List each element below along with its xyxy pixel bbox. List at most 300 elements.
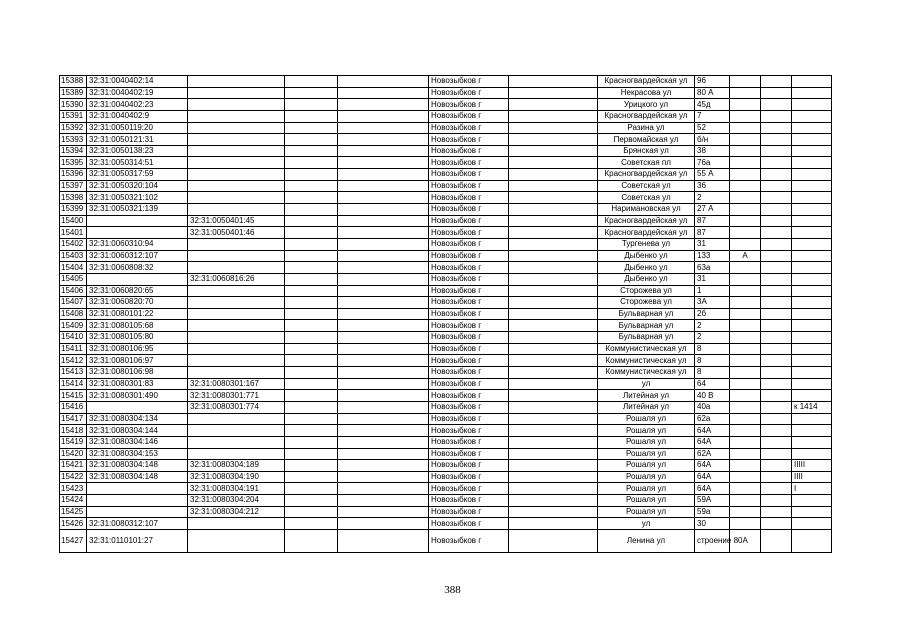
table-row — [60, 169, 832, 181]
cell-street: Дыбенко ул — [598, 273, 695, 285]
cell-blank-col-d — [761, 471, 792, 483]
cell-note: IIIII — [792, 460, 832, 472]
cell-blank-col-b — [338, 99, 429, 111]
cell-blank-col-b — [338, 262, 429, 274]
cell-street: Рошаля ул — [598, 436, 695, 448]
cell-blank-col-d — [761, 413, 792, 425]
cell-note — [792, 110, 832, 122]
cell-row-number: 15416 — [60, 401, 87, 413]
table-row — [60, 192, 832, 204]
cell-city: Новозыбков г — [429, 215, 509, 227]
cell-letter — [730, 483, 761, 495]
cell-row-number: 15400 — [60, 215, 87, 227]
cell-cadastral-number: 32:31:0080304:144 — [87, 425, 188, 437]
table-row — [60, 436, 832, 448]
table-row — [60, 460, 832, 472]
cell-blank-col-d — [761, 460, 792, 472]
cell-row-number: 15392 — [60, 122, 87, 134]
cell-row-number: 15424 — [60, 495, 87, 507]
cell-letter — [730, 518, 761, 530]
cell-blank-col-a — [285, 76, 338, 88]
cell-house-number: 8 — [695, 355, 730, 367]
cell-note — [792, 262, 832, 274]
cell-street: Рошаля ул — [598, 471, 695, 483]
cell-house-number: 31 — [695, 238, 730, 250]
cell-row-number: 15419 — [60, 436, 87, 448]
cell-street: Рошаля ул — [598, 425, 695, 437]
table-row — [60, 390, 832, 402]
cell-street: Рошаля ул — [598, 506, 695, 518]
cell-linked-cadastral-number — [188, 332, 285, 344]
cell-letter — [730, 308, 761, 320]
cell-city: Новозыбков г — [429, 518, 509, 530]
table-row — [60, 495, 832, 507]
cell-blank-col-d — [761, 332, 792, 344]
cell-blank-col-d — [761, 308, 792, 320]
cell-linked-cadastral-number: 32:31:0080301:167 — [188, 378, 285, 390]
cell-blank-col-d — [761, 99, 792, 111]
cell-blank-col-d — [761, 495, 792, 507]
cell-blank-col-a — [285, 180, 338, 192]
registry-table — [59, 75, 832, 553]
cell-note — [792, 204, 832, 216]
table-row — [60, 518, 832, 530]
cell-row-number: 15413 — [60, 367, 87, 379]
cell-house-number: 64 — [695, 378, 730, 390]
cell-city: Новозыбков г — [429, 343, 509, 355]
cell-cadastral-number: 32:31:0060310:94 — [87, 238, 188, 250]
cell-blank-col-c — [509, 448, 598, 460]
cell-row-number: 15412 — [60, 355, 87, 367]
cell-house-number: 62А — [695, 448, 730, 460]
cell-city: Новозыбков г — [429, 436, 509, 448]
cell-blank-col-c — [509, 204, 598, 216]
cell-linked-cadastral-number — [188, 122, 285, 134]
cell-blank-col-b — [338, 285, 429, 297]
cell-blank-col-c — [509, 87, 598, 99]
cell-linked-cadastral-number — [188, 110, 285, 122]
cell-blank-col-b — [338, 87, 429, 99]
cell-linked-cadastral-number — [188, 192, 285, 204]
cell-letter — [730, 145, 761, 157]
cell-blank-col-b — [338, 297, 429, 309]
cell-cadastral-number: 32:31:0080304:134 — [87, 413, 188, 425]
cell-blank-col-d — [761, 506, 792, 518]
cell-linked-cadastral-number — [188, 367, 285, 379]
cell-letter — [730, 390, 761, 402]
cell-linked-cadastral-number: 32:31:0050401:45 — [188, 215, 285, 227]
cell-cadastral-number: 32:31:0110101:27 — [87, 529, 188, 552]
cell-cadastral-number — [87, 506, 188, 518]
cell-note — [792, 87, 832, 99]
cell-blank-col-c — [509, 273, 598, 285]
cell-cadastral-number: 32:31:0040402:9 — [87, 110, 188, 122]
table-row — [60, 204, 832, 216]
cell-row-number: 15390 — [60, 99, 87, 111]
cell-blank-col-a — [285, 297, 338, 309]
cell-blank-col-b — [338, 157, 429, 169]
cell-blank-col-a — [285, 529, 338, 552]
cell-row-number: 15394 — [60, 145, 87, 157]
cell-blank-col-d — [761, 169, 792, 181]
table-row — [60, 483, 832, 495]
cell-note — [792, 506, 832, 518]
cell-note — [792, 436, 832, 448]
cell-row-number: 15420 — [60, 448, 87, 460]
cell-blank-col-c — [509, 483, 598, 495]
cell-row-number: 15401 — [60, 227, 87, 239]
table-row — [60, 145, 832, 157]
cell-letter — [730, 355, 761, 367]
cell-blank-col-c — [509, 285, 598, 297]
cell-cadastral-number: 32:31:0080105:68 — [87, 320, 188, 332]
cell-letter — [730, 180, 761, 192]
cell-linked-cadastral-number — [188, 250, 285, 262]
cell-street: Тургенева ул — [598, 238, 695, 250]
cell-street: Бульварная ул — [598, 308, 695, 320]
cell-row-number: 15407 — [60, 297, 87, 309]
cell-note — [792, 378, 832, 390]
cell-cadastral-number: 32:31:0040402:14 — [87, 76, 188, 88]
cell-row-number: 15396 — [60, 169, 87, 181]
cell-linked-cadastral-number — [188, 76, 285, 88]
cell-row-number: 15403 — [60, 250, 87, 262]
cell-row-number: 15399 — [60, 204, 87, 216]
cell-blank-col-a — [285, 262, 338, 274]
cell-city: Новозыбков г — [429, 285, 509, 297]
cell-blank-col-c — [509, 134, 598, 146]
cell-house-number: б/н — [695, 134, 730, 146]
cell-linked-cadastral-number: 32:31:0060816:26 — [188, 273, 285, 285]
cell-blank-col-d — [761, 76, 792, 88]
cell-street: Рошаля ул — [598, 448, 695, 460]
cell-blank-col-a — [285, 448, 338, 460]
cell-blank-col-d — [761, 273, 792, 285]
cell-note — [792, 134, 832, 146]
cell-street: Разина ул — [598, 122, 695, 134]
cell-street: Советская ул — [598, 192, 695, 204]
cell-cadastral-number: 32:31:0080106:98 — [87, 367, 188, 379]
cell-letter — [730, 495, 761, 507]
cell-linked-cadastral-number — [188, 262, 285, 274]
cell-blank-col-d — [761, 297, 792, 309]
cell-blank-col-d — [761, 436, 792, 448]
cell-blank-col-a — [285, 250, 338, 262]
cell-blank-col-d — [761, 529, 792, 552]
table-row — [60, 122, 832, 134]
cell-house-number: 59А — [695, 495, 730, 507]
cell-street: Рошаля ул — [598, 495, 695, 507]
cell-linked-cadastral-number — [188, 180, 285, 192]
cell-house-number: 40а — [695, 401, 730, 413]
cell-blank-col-b — [338, 110, 429, 122]
cell-city: Новозыбков г — [429, 378, 509, 390]
cell-blank-col-d — [761, 401, 792, 413]
cell-row-number: 15423 — [60, 483, 87, 495]
cell-blank-col-a — [285, 192, 338, 204]
cell-house-number: 2 — [695, 320, 730, 332]
table-row — [60, 425, 832, 437]
cell-note — [792, 425, 832, 437]
cell-blank-col-d — [761, 122, 792, 134]
table-row — [60, 262, 832, 274]
cell-blank-col-a — [285, 273, 338, 285]
cell-cadastral-number: 32:31:0080312:107 — [87, 518, 188, 530]
cell-blank-col-a — [285, 413, 338, 425]
cell-city: Новозыбков г — [429, 308, 509, 320]
cell-letter — [730, 471, 761, 483]
cell-cadastral-number: 32:31:0080106:95 — [87, 343, 188, 355]
cell-city: Новозыбков г — [429, 204, 509, 216]
table-row — [60, 378, 832, 390]
cell-letter — [730, 192, 761, 204]
cell-blank-col-a — [285, 436, 338, 448]
cell-blank-col-b — [338, 273, 429, 285]
cell-house-number: 8 — [695, 367, 730, 379]
cell-blank-col-b — [338, 448, 429, 460]
cell-street: ул — [598, 518, 695, 530]
cell-house-number: 55 А — [695, 169, 730, 181]
cell-house-number: 96 — [695, 76, 730, 88]
cell-cadastral-number: 32:31:0060312:107 — [87, 250, 188, 262]
cell-letter — [730, 273, 761, 285]
cell-blank-col-b — [338, 390, 429, 402]
cell-city: Новозыбков г — [429, 529, 509, 552]
table-row — [60, 343, 832, 355]
cell-row-number: 15393 — [60, 134, 87, 146]
table-row — [60, 76, 832, 88]
cell-linked-cadastral-number — [188, 436, 285, 448]
cell-letter — [730, 122, 761, 134]
cell-linked-cadastral-number — [188, 285, 285, 297]
cell-blank-col-b — [338, 332, 429, 344]
cell-house-number: 59а — [695, 506, 730, 518]
cell-blank-col-c — [509, 250, 598, 262]
cell-street: Бульварная ул — [598, 320, 695, 332]
cell-city: Новозыбков г — [429, 367, 509, 379]
cell-cadastral-number: 32:31:0080304:148 — [87, 460, 188, 472]
cell-note — [792, 99, 832, 111]
cell-letter — [730, 157, 761, 169]
cell-letter — [730, 320, 761, 332]
cell-blank-col-a — [285, 110, 338, 122]
table-row — [60, 506, 832, 518]
registry-table-body — [60, 76, 832, 553]
table-row — [60, 471, 832, 483]
cell-street: Литейная ул — [598, 390, 695, 402]
cell-blank-col-d — [761, 367, 792, 379]
cell-blank-col-a — [285, 390, 338, 402]
cell-house-number: 7 — [695, 110, 730, 122]
cell-linked-cadastral-number — [188, 425, 285, 437]
cell-linked-cadastral-number — [188, 145, 285, 157]
cell-row-number: 15421 — [60, 460, 87, 472]
cell-blank-col-a — [285, 355, 338, 367]
cell-house-number: 27 А — [695, 204, 730, 216]
cell-blank-col-a — [285, 506, 338, 518]
cell-cadastral-number: 32:31:0080106:97 — [87, 355, 188, 367]
cell-note — [792, 215, 832, 227]
cell-city: Новозыбков г — [429, 99, 509, 111]
cell-city: Новозыбков г — [429, 238, 509, 250]
cell-blank-col-c — [509, 157, 598, 169]
cell-note — [792, 180, 832, 192]
cell-city: Новозыбков г — [429, 157, 509, 169]
cell-house-number: 64А — [695, 436, 730, 448]
cell-street: Коммунистическая ул — [598, 355, 695, 367]
cell-blank-col-c — [509, 332, 598, 344]
cell-row-number: 15411 — [60, 343, 87, 355]
cell-cadastral-number: 32:31:0050317:59 — [87, 169, 188, 181]
cell-letter — [730, 215, 761, 227]
cell-street: Рошаля ул — [598, 460, 695, 472]
cell-blank-col-a — [285, 460, 338, 472]
cell-house-number: 31 — [695, 273, 730, 285]
cell-city: Новозыбков г — [429, 134, 509, 146]
cell-blank-col-d — [761, 204, 792, 216]
cell-blank-col-c — [509, 308, 598, 320]
cell-blank-col-a — [285, 99, 338, 111]
cell-cadastral-number: 32:31:0050314:51 — [87, 157, 188, 169]
table-row — [60, 99, 832, 111]
cell-street: Некрасова ул — [598, 87, 695, 99]
table-row — [60, 320, 832, 332]
cell-blank-col-a — [285, 215, 338, 227]
cell-blank-col-a — [285, 145, 338, 157]
cell-street: ул — [598, 378, 695, 390]
cell-blank-col-b — [338, 180, 429, 192]
cell-house-number: 38 — [695, 145, 730, 157]
cell-house-number: 80 А — [695, 87, 730, 99]
cell-street: Сторожева ул — [598, 297, 695, 309]
cell-blank-col-a — [285, 134, 338, 146]
cell-row-number: 15417 — [60, 413, 87, 425]
cell-blank-col-d — [761, 378, 792, 390]
cell-blank-col-b — [338, 204, 429, 216]
cell-house-number: 36 — [695, 180, 730, 192]
cell-cadastral-number: 32:31:0040402:23 — [87, 99, 188, 111]
cell-row-number: 15425 — [60, 506, 87, 518]
cell-letter — [730, 87, 761, 99]
cell-blank-col-a — [285, 87, 338, 99]
cell-blank-col-a — [285, 332, 338, 344]
table-row — [60, 238, 832, 250]
cell-city: Новозыбков г — [429, 262, 509, 274]
table-row — [60, 297, 832, 309]
cell-linked-cadastral-number — [188, 413, 285, 425]
cell-letter — [730, 378, 761, 390]
cell-cadastral-number: 32:31:0060808:32 — [87, 262, 188, 274]
cell-row-number: 15402 — [60, 238, 87, 250]
cell-city: Новозыбков г — [429, 76, 509, 88]
cell-street: Коммунистическая ул — [598, 343, 695, 355]
cell-blank-col-c — [509, 320, 598, 332]
cell-blank-col-c — [509, 145, 598, 157]
cell-cadastral-number: 32:31:0060820:70 — [87, 297, 188, 309]
table-row — [60, 332, 832, 344]
cell-cadastral-number: 32:31:0050320:104 — [87, 180, 188, 192]
cell-blank-col-c — [509, 262, 598, 274]
cell-street: Красногвардейская ул — [598, 169, 695, 181]
cell-cadastral-number — [87, 227, 188, 239]
cell-linked-cadastral-number — [188, 529, 285, 552]
cell-note — [792, 332, 832, 344]
cell-cadastral-number: 32:31:0080101:22 — [87, 308, 188, 320]
cell-blank-col-d — [761, 250, 792, 262]
cell-blank-col-c — [509, 436, 598, 448]
cell-row-number: 15414 — [60, 378, 87, 390]
cell-letter — [730, 425, 761, 437]
cell-house-number: 40 В — [695, 390, 730, 402]
cell-blank-col-d — [761, 518, 792, 530]
cell-city: Новозыбков г — [429, 227, 509, 239]
cell-blank-col-c — [509, 506, 598, 518]
cell-row-number: 15427 — [60, 529, 87, 552]
cell-blank-col-b — [338, 76, 429, 88]
cell-cadastral-number: 32:31:0050138:23 — [87, 145, 188, 157]
cell-cadastral-number — [87, 495, 188, 507]
cell-note — [792, 518, 832, 530]
cell-house-number: 2 — [695, 332, 730, 344]
cell-house-number: 87 — [695, 227, 730, 239]
cell-note — [792, 238, 832, 250]
cell-blank-col-a — [285, 157, 338, 169]
cell-linked-cadastral-number — [188, 518, 285, 530]
cell-blank-col-b — [338, 401, 429, 413]
cell-blank-col-a — [285, 320, 338, 332]
cell-linked-cadastral-number — [188, 99, 285, 111]
cell-cadastral-number — [87, 483, 188, 495]
cell-street: Советская пл — [598, 157, 695, 169]
cell-blank-col-b — [338, 506, 429, 518]
cell-blank-col-d — [761, 110, 792, 122]
cell-blank-col-a — [285, 367, 338, 379]
cell-blank-col-d — [761, 180, 792, 192]
cell-letter — [730, 134, 761, 146]
cell-blank-col-d — [761, 448, 792, 460]
cell-blank-col-b — [338, 425, 429, 437]
cell-blank-col-c — [509, 227, 598, 239]
cell-note — [792, 367, 832, 379]
cell-house-number: 76а — [695, 157, 730, 169]
cell-note — [792, 250, 832, 262]
cell-blank-col-a — [285, 285, 338, 297]
cell-blank-col-c — [509, 122, 598, 134]
table-row — [60, 157, 832, 169]
cell-blank-col-d — [761, 343, 792, 355]
cell-blank-col-b — [338, 529, 429, 552]
cell-blank-col-a — [285, 122, 338, 134]
cell-blank-col-d — [761, 192, 792, 204]
cell-letter — [730, 285, 761, 297]
cell-blank-col-c — [509, 471, 598, 483]
cell-house-number: 2б — [695, 308, 730, 320]
cell-row-number: 15426 — [60, 518, 87, 530]
cell-blank-col-a — [285, 471, 338, 483]
cell-street: Брянская ул — [598, 145, 695, 157]
cell-cadastral-number: 32:31:0080304:153 — [87, 448, 188, 460]
cell-blank-col-b — [338, 145, 429, 157]
cell-blank-col-b — [338, 436, 429, 448]
cell-street: Урицкого ул — [598, 99, 695, 111]
cell-linked-cadastral-number — [188, 343, 285, 355]
cell-blank-col-b — [338, 134, 429, 146]
cell-street: Красногвардейская ул — [598, 227, 695, 239]
cell-blank-col-a — [285, 425, 338, 437]
cell-row-number: 15418 — [60, 425, 87, 437]
cell-blank-col-c — [509, 343, 598, 355]
cell-cadastral-number — [87, 215, 188, 227]
